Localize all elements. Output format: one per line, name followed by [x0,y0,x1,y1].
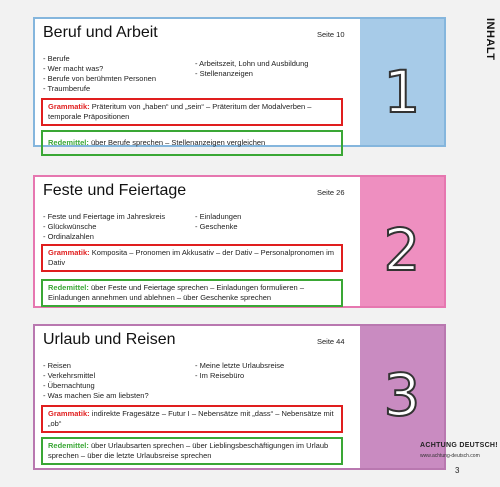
phrases-label: Redemittel: [48,283,89,292]
topic-item: - Berufe [43,54,156,64]
topic-item: - Im Reisebüro [195,371,284,381]
topic-item: - Meine letzte Urlaubsreise [195,361,284,371]
phrases-box [41,437,343,465]
topic-item: - Ordinalzahlen [43,232,165,242]
topic-item: - Was machen Sie am liebsten? [43,391,149,401]
grammar-text: Präteritum von „haben“ und „sein“ – Präteritum der Modalverben – temporale Präpositionen [48,102,312,121]
phrases-box [41,130,343,156]
chapter-number: 1 [383,58,421,126]
topic-item: - Glückwünsche [43,222,165,232]
grammar-box [41,244,343,272]
grammar-box [41,405,343,433]
topics-left [43,212,165,242]
phrases-text: über Feste und Feiertage sprechen – Einladungen formulieren – Einladungen annehmen und ablehnen – über Geschenke sprechen [48,283,304,302]
chapter-card-2 [33,175,446,308]
topics-right [195,59,308,79]
topic-item: - Reisen [43,361,149,371]
brand-logo-text: ACHTUNG DEUTSCH! [420,442,498,449]
topic-item: - Stellenanzeigen [195,69,308,79]
chapter-card-1 [33,17,446,147]
topic-item: - Arbeitszeit, Lohn und Ausbildung [195,59,308,69]
topics-left [43,54,156,94]
chapter-card-3 [33,324,446,470]
phrases-text: über Berufe sprechen – Stellenanzeigen vergleichen [90,138,266,147]
topics-left [43,361,149,401]
grammar-text: indirekte Fragesätze – Futur I – Nebensätze mit „dass“ – Nebensätze mit „ob“ [48,409,334,428]
chapter-page: Seite 26 [317,188,345,197]
phrases-text: über Urlaubsarten sprechen – über Lieblingsbeschäftigungen im Urlaub sprechen – über die letzte Urlaubsreise sprechen [48,441,329,460]
topic-item: - Wer macht was? [43,64,156,74]
chapter-number: 2 [383,216,421,284]
grammar-label: Grammatik: [48,248,90,257]
topic-item: - Traumberufe [43,84,156,94]
chapter-title: Feste und Feiertage [43,182,187,199]
topic-item: - Feste und Feiertage im Jahreskreis [43,212,165,222]
page-side-title: INHALT [484,18,496,61]
chapter-page: Seite 44 [317,337,345,346]
phrases-box [41,279,343,307]
grammar-label: Grammatik: [48,102,90,111]
phrases-label: Redemittel: [48,138,89,147]
topic-item: - Berufe von berühmten Personen [43,74,156,84]
topic-item: - Übernachtung [43,381,149,391]
chapter-title: Urlaub und Reisen [43,331,176,348]
topic-item: - Einladungen [195,212,241,222]
topics-right [195,212,241,232]
topic-item: - Geschenke [195,222,241,232]
page-number: 3 [455,466,460,475]
chapter-title: Beruf und Arbeit [43,24,158,41]
grammar-label: Grammatik: [48,409,90,418]
topics-right [195,361,284,381]
topic-item: - Verkehrsmittel [43,371,149,381]
chapter-number: 3 [383,361,421,429]
phrases-label: Redemittel: [48,441,89,450]
grammar-text: Komposita – Pronomen im Akkusativ – der Dativ – Personalpronomen im Dativ [48,248,334,267]
grammar-box [41,98,343,126]
brand-url: www.achtung-deutsch.com [420,453,480,459]
chapter-page: Seite 10 [317,30,345,39]
